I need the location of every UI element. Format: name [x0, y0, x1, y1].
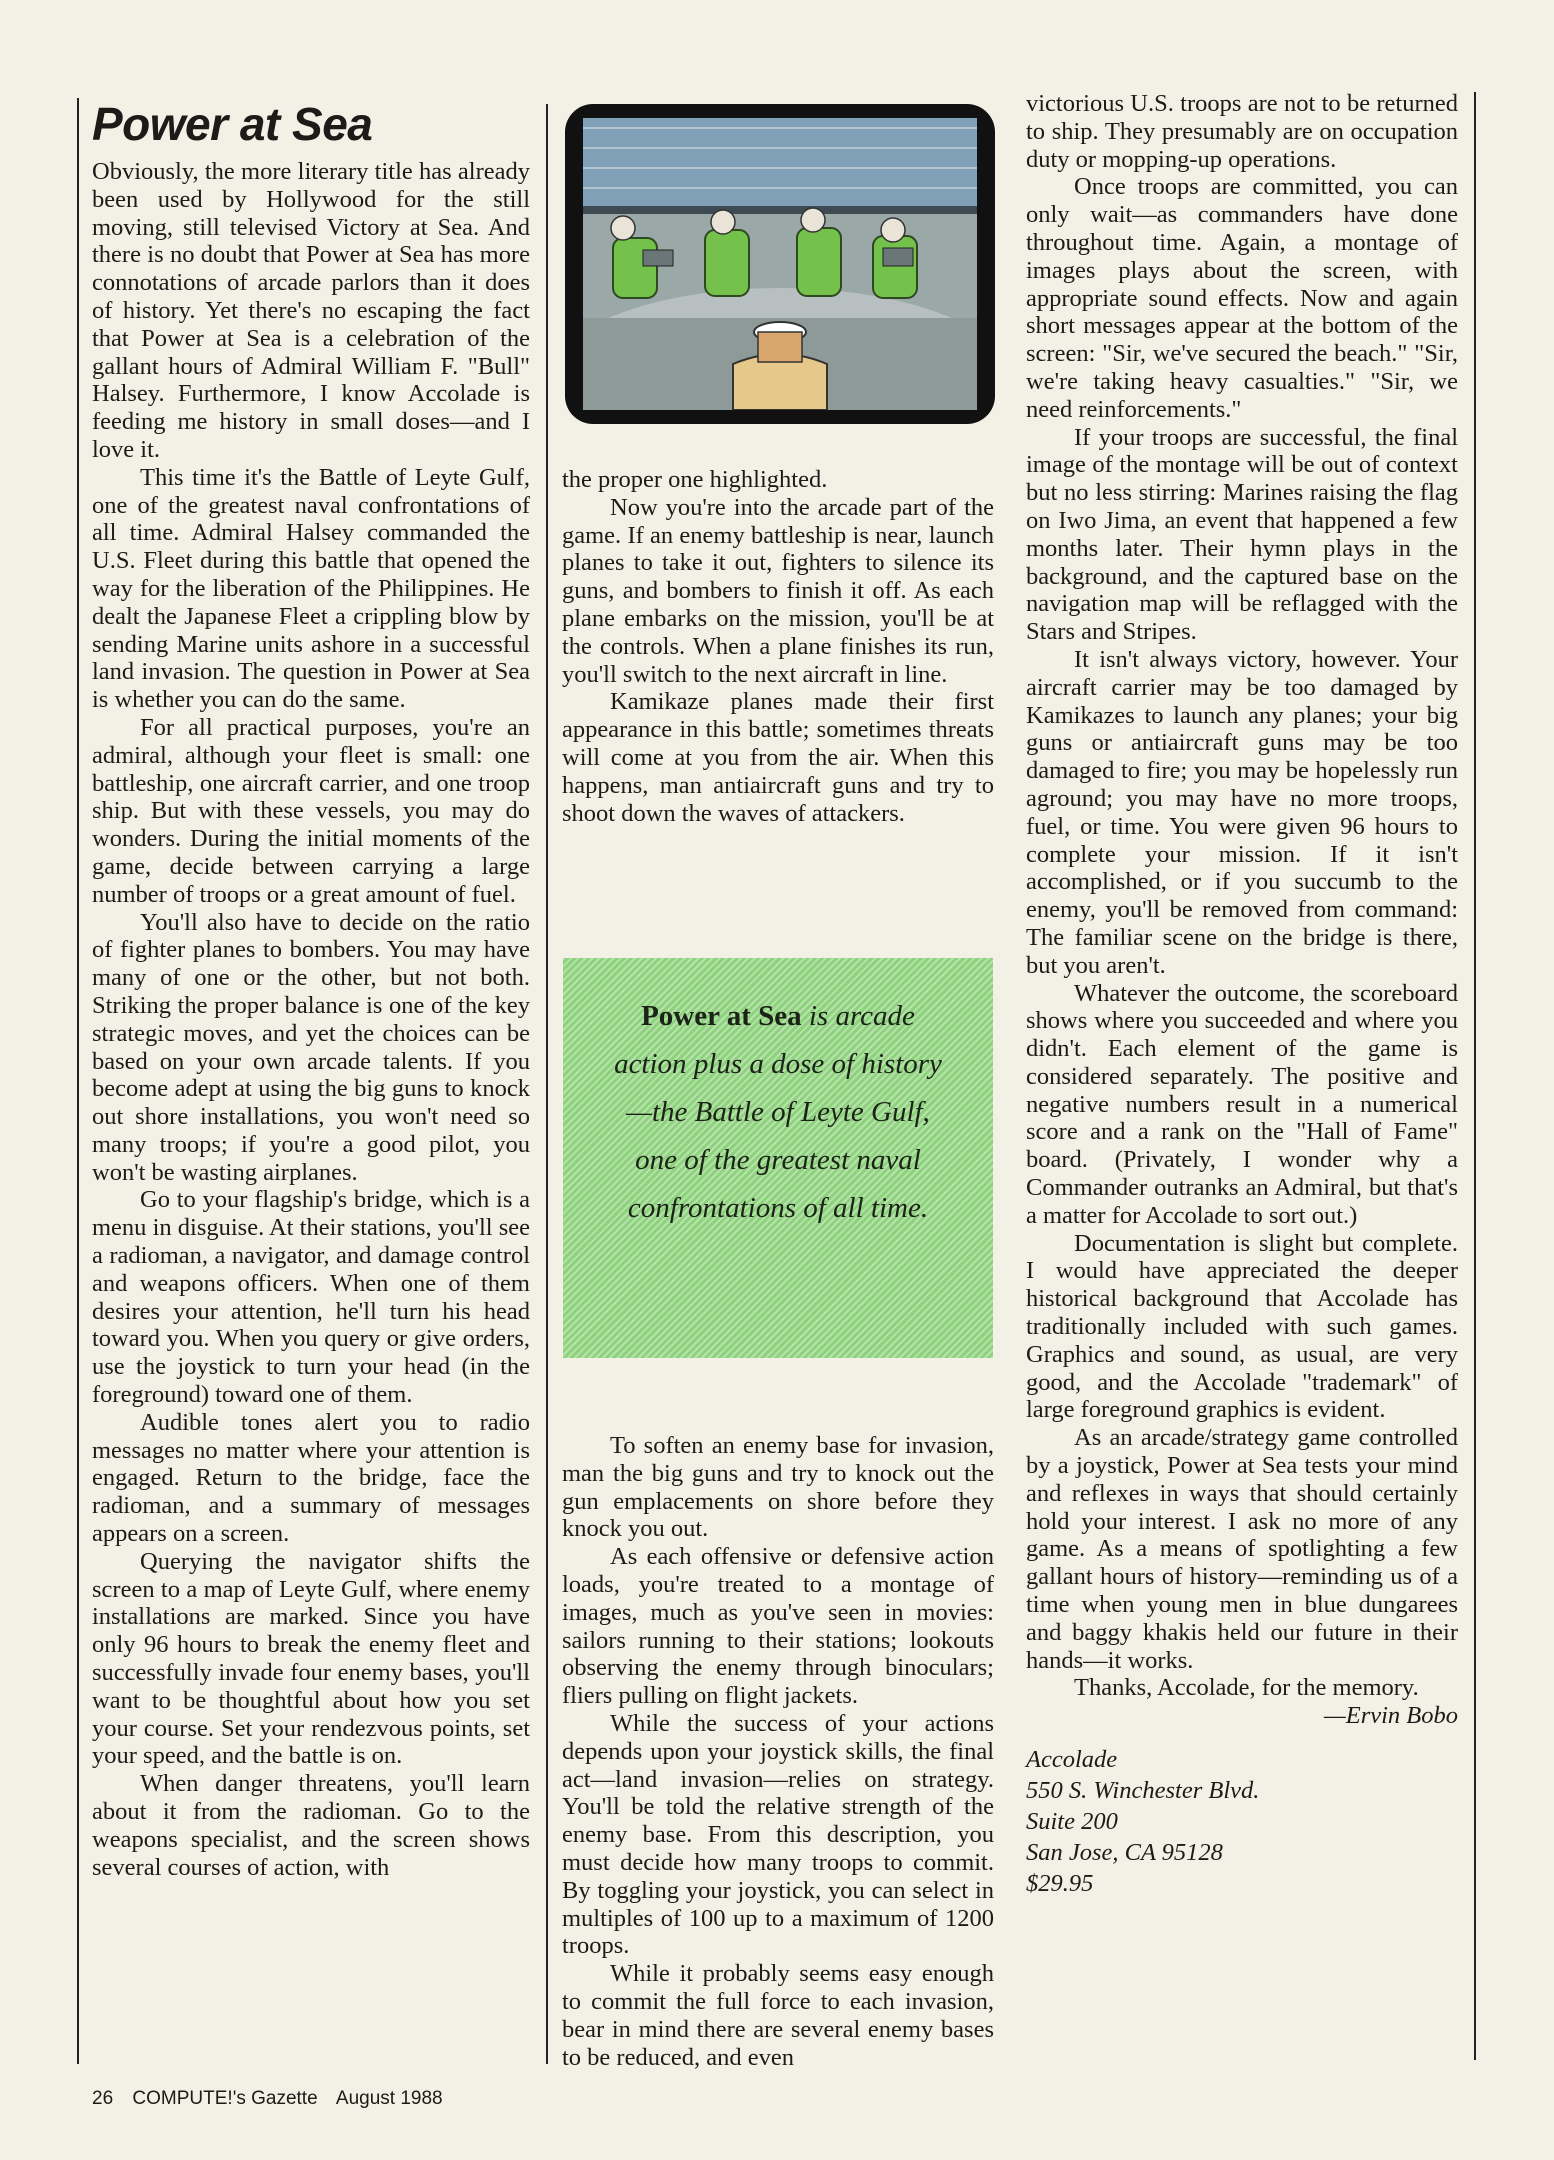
page-number: 26 — [92, 2088, 114, 2109]
issue-date: August 1988 — [335, 2088, 443, 2109]
price: $29.95 — [1026, 1870, 1094, 1898]
column-2-bottom — [562, 1432, 994, 2071]
paragraph: While it probably seems easy enough to commit the full force to each invasion, bear in mind there are several enemy bases to be reduced, and even — [562, 1960, 994, 2071]
paragraph: When danger threatens, you'll learn about it from the radioman. Go to the weapons specialist, and the screen shows several courses of action, with — [92, 1770, 530, 1881]
paragraph: For all practical purposes, you're an admiral, although your fleet is small: one battleship, one aircraft carrier, and one troop ship. But with these vessels, you may do wonders. During the initial moments of the game, decide between carrying a large number of troops or a great amount of fuel. — [92, 713, 530, 908]
paragraph: As each offensive or defensive action loads, you're treated to a montage of images, much as you've seen in movies: sailors running to their stations; lookouts observing the enemy through binoculars; fliers pulling on flight jackets. — [562, 1543, 994, 1710]
column-rule-mid — [546, 104, 548, 2064]
pull-quote-lead: Power at Sea — [641, 1000, 802, 1032]
column-2-top — [562, 466, 994, 827]
paragraph: Audible tones alert you to radio messages no matter where your attention is engaged. Return to the bridge, face the radioman, and a summary of messages appears on a screen. — [92, 1408, 530, 1548]
paragraph: Once troops are committed, you can only wait—as commanders have done throughout time. Again, a montage of images plays about the screen, with appropriate sound effects. Now and again short messages appear at the bottom of the screen: "Sir, we've secured the beach." "Sir, we're taking heavy casualties." "Sir, we need reinforcements." — [1026, 173, 1458, 423]
pull-quote — [563, 958, 993, 1358]
publisher-address — [1026, 1744, 1458, 1899]
column-1 — [92, 96, 530, 1881]
paragraph: As an arcade/strategy game controlled by a joystick, Power at Sea tests your mind and reflexes in ways that should certainly hold your interest. I ask no more of any game. As a means of spotlighting a few gallant hours of history—reminding us of a time when young men in blue dungarees and baggy khakis held our future in their hands—it works. — [1026, 1424, 1458, 1674]
paragraph: It isn't always victory, however. Your aircraft carrier may be too damaged by Kamikazes to launch any planes; your big guns or antiaircraft guns may be too damaged to fire; you may be hopelessly run aground; you may have no more troops, fuel, or time. You were given 96 hours to complete your mission. If it isn't accomplished, or if you succumb to the enemy, you'll be removed from command: The familiar scene on the bridge is there, but you aren't. — [1026, 645, 1458, 979]
bridge-scene-image — [583, 118, 977, 410]
address-line: Suite 200 — [1026, 1808, 1118, 1836]
article-title: Power at Sea — [92, 98, 373, 150]
paragraph: Now you're into the arcade part of the game. If an enemy battleship is near, launch planes to take it out, fighters to silence its guns, and bombers to finish it off. As each plane embarks on the mission, you'll be at the controls. When a plane finishes its run, you'll switch to the next aircraft in line. — [562, 493, 994, 688]
column-rule-right — [1474, 92, 1476, 2060]
paragraph: Go to your flagship's bridge, which is a menu in disguise. At their stations, you'll see a radioman, a navigator, and damage control and weapons officers. When one of them desires your attention, he'll turn his head toward you. When you query or give orders, use the joystick to turn your head (in the foreground) toward one of them. — [92, 1186, 530, 1409]
pull-quote-text: is arcade action plus a dose of history—the Battle of Leyte Gulf, one of the greatest naval confrontations of all time. — [614, 1000, 942, 1224]
game-screenshot — [565, 104, 995, 424]
paragraph: Documentation is slight but complete. I would have appreciated the deeper historical background that Accolade has traditionally included with such games. Graphics and sound, as usual, are very good, and the Accolade "trademark" of large foreground graphics is evident. — [1026, 1229, 1458, 1424]
paragraph: This time it's the Battle of Leyte Gulf, one of the greatest naval confrontations of all time. Admiral Halsey commanded the U.S. Fleet during this battle that opened the way for the liberation of the Philippines. He dealt the Japanese Fleet a crippling blow by sending Marine units ashore in a successful land invasion. The question in Power at Sea is whether you can do the same. — [92, 463, 530, 714]
column-rule-left — [77, 98, 79, 2064]
paragraph: the proper one highlighted. — [562, 466, 828, 493]
paragraph: While the success of your actions depends upon your joystick skills, the final act—land invasion—relies on strategy. You'll be told the relative strength of the enemy base. From this description, you must decide how many troops to commit. By toggling your joystick, you can select in multiples of 100 up to a maximum of 1200 troops. — [562, 1709, 994, 1960]
paragraph: Obviously, the more literary title has already been used by Hollywood for the still moving, still televised Victory at Sea. And there is no doubt that Power at Sea has more connotations of arcade parlors than it does of history. Yet there's no escaping the fact that Power at Sea is a celebration of the gallant hours of Admiral William F. "Bull" Halsey. Furthermore, I know Accolade is feeding me history in small doses—and I love it. — [92, 158, 530, 463]
page-footer — [92, 2088, 457, 2110]
paragraph: You'll also have to decide on the ratio of fighter planes to bombers. You may have many of one or the other, but not both. Striking the proper balance is one of the key strategic moves, and yet the choices can be based on your own arcade talents. If you become adept at using the big guns to knock out shore installations, you won't need so many troops; if you're a good pilot, you won't be wasting airplanes. — [92, 908, 530, 1186]
paragraph: Querying the navigator shifts the screen to a map of Leyte Gulf, where enemy installations are marked. Since you have only 96 hours to break the enemy fleet and successfully invade four enemy bases, you'll want to be thoughtful about how you set your course. Set your rendezvous points, set your speed, and the battle is on. — [92, 1547, 530, 1770]
address-line: San Jose, CA 95128 — [1026, 1839, 1223, 1867]
column-3 — [1026, 90, 1458, 1899]
address-line: 550 S. Winchester Blvd. — [1026, 1777, 1260, 1805]
paragraph: To soften an enemy base for invasion, man the big guns and try to knock out the gun emplacements on shore before they knock you out. — [562, 1432, 994, 1543]
paragraph: If your troops are successful, the final image of the montage will be out of context but no less stirring: Marines raising the flag on Iwo Jima, an event that happened a few months later. Their hymn plays in the background, and the captured base on the navigation map will be reflagged with the Stars and Stripes. — [1026, 423, 1458, 646]
paragraph: Whatever the outcome, the scoreboard shows where you succeeded and where you didn't. Each element of the game is considered separately. The positive and negative numbers result in a numerical score and a rank on the "Hall of Fame" board. (Privately, I wonder why a Commander outranks an Admiral, but that's a matter for Accolade to sort out.) — [1026, 979, 1458, 1229]
paragraph: victorious U.S. troops are not to be returned to ship. They presumably are on occupation duty or mopping-up operations. — [1026, 90, 1458, 173]
address-line: Accolade — [1026, 1746, 1118, 1774]
magazine-name: COMPUTE!'s Gazette — [132, 2088, 318, 2109]
paragraph: Kamikaze planes made their first appearance in this battle; sometimes threats will come at you from the air. When this happens, man antiaircraft guns and try to shoot down the waves of attackers. — [562, 688, 994, 827]
paragraph: Thanks, Accolade, for the memory. — [1074, 1674, 1419, 1702]
author-signature: —Ervin Bobo — [1323, 1702, 1458, 1730]
